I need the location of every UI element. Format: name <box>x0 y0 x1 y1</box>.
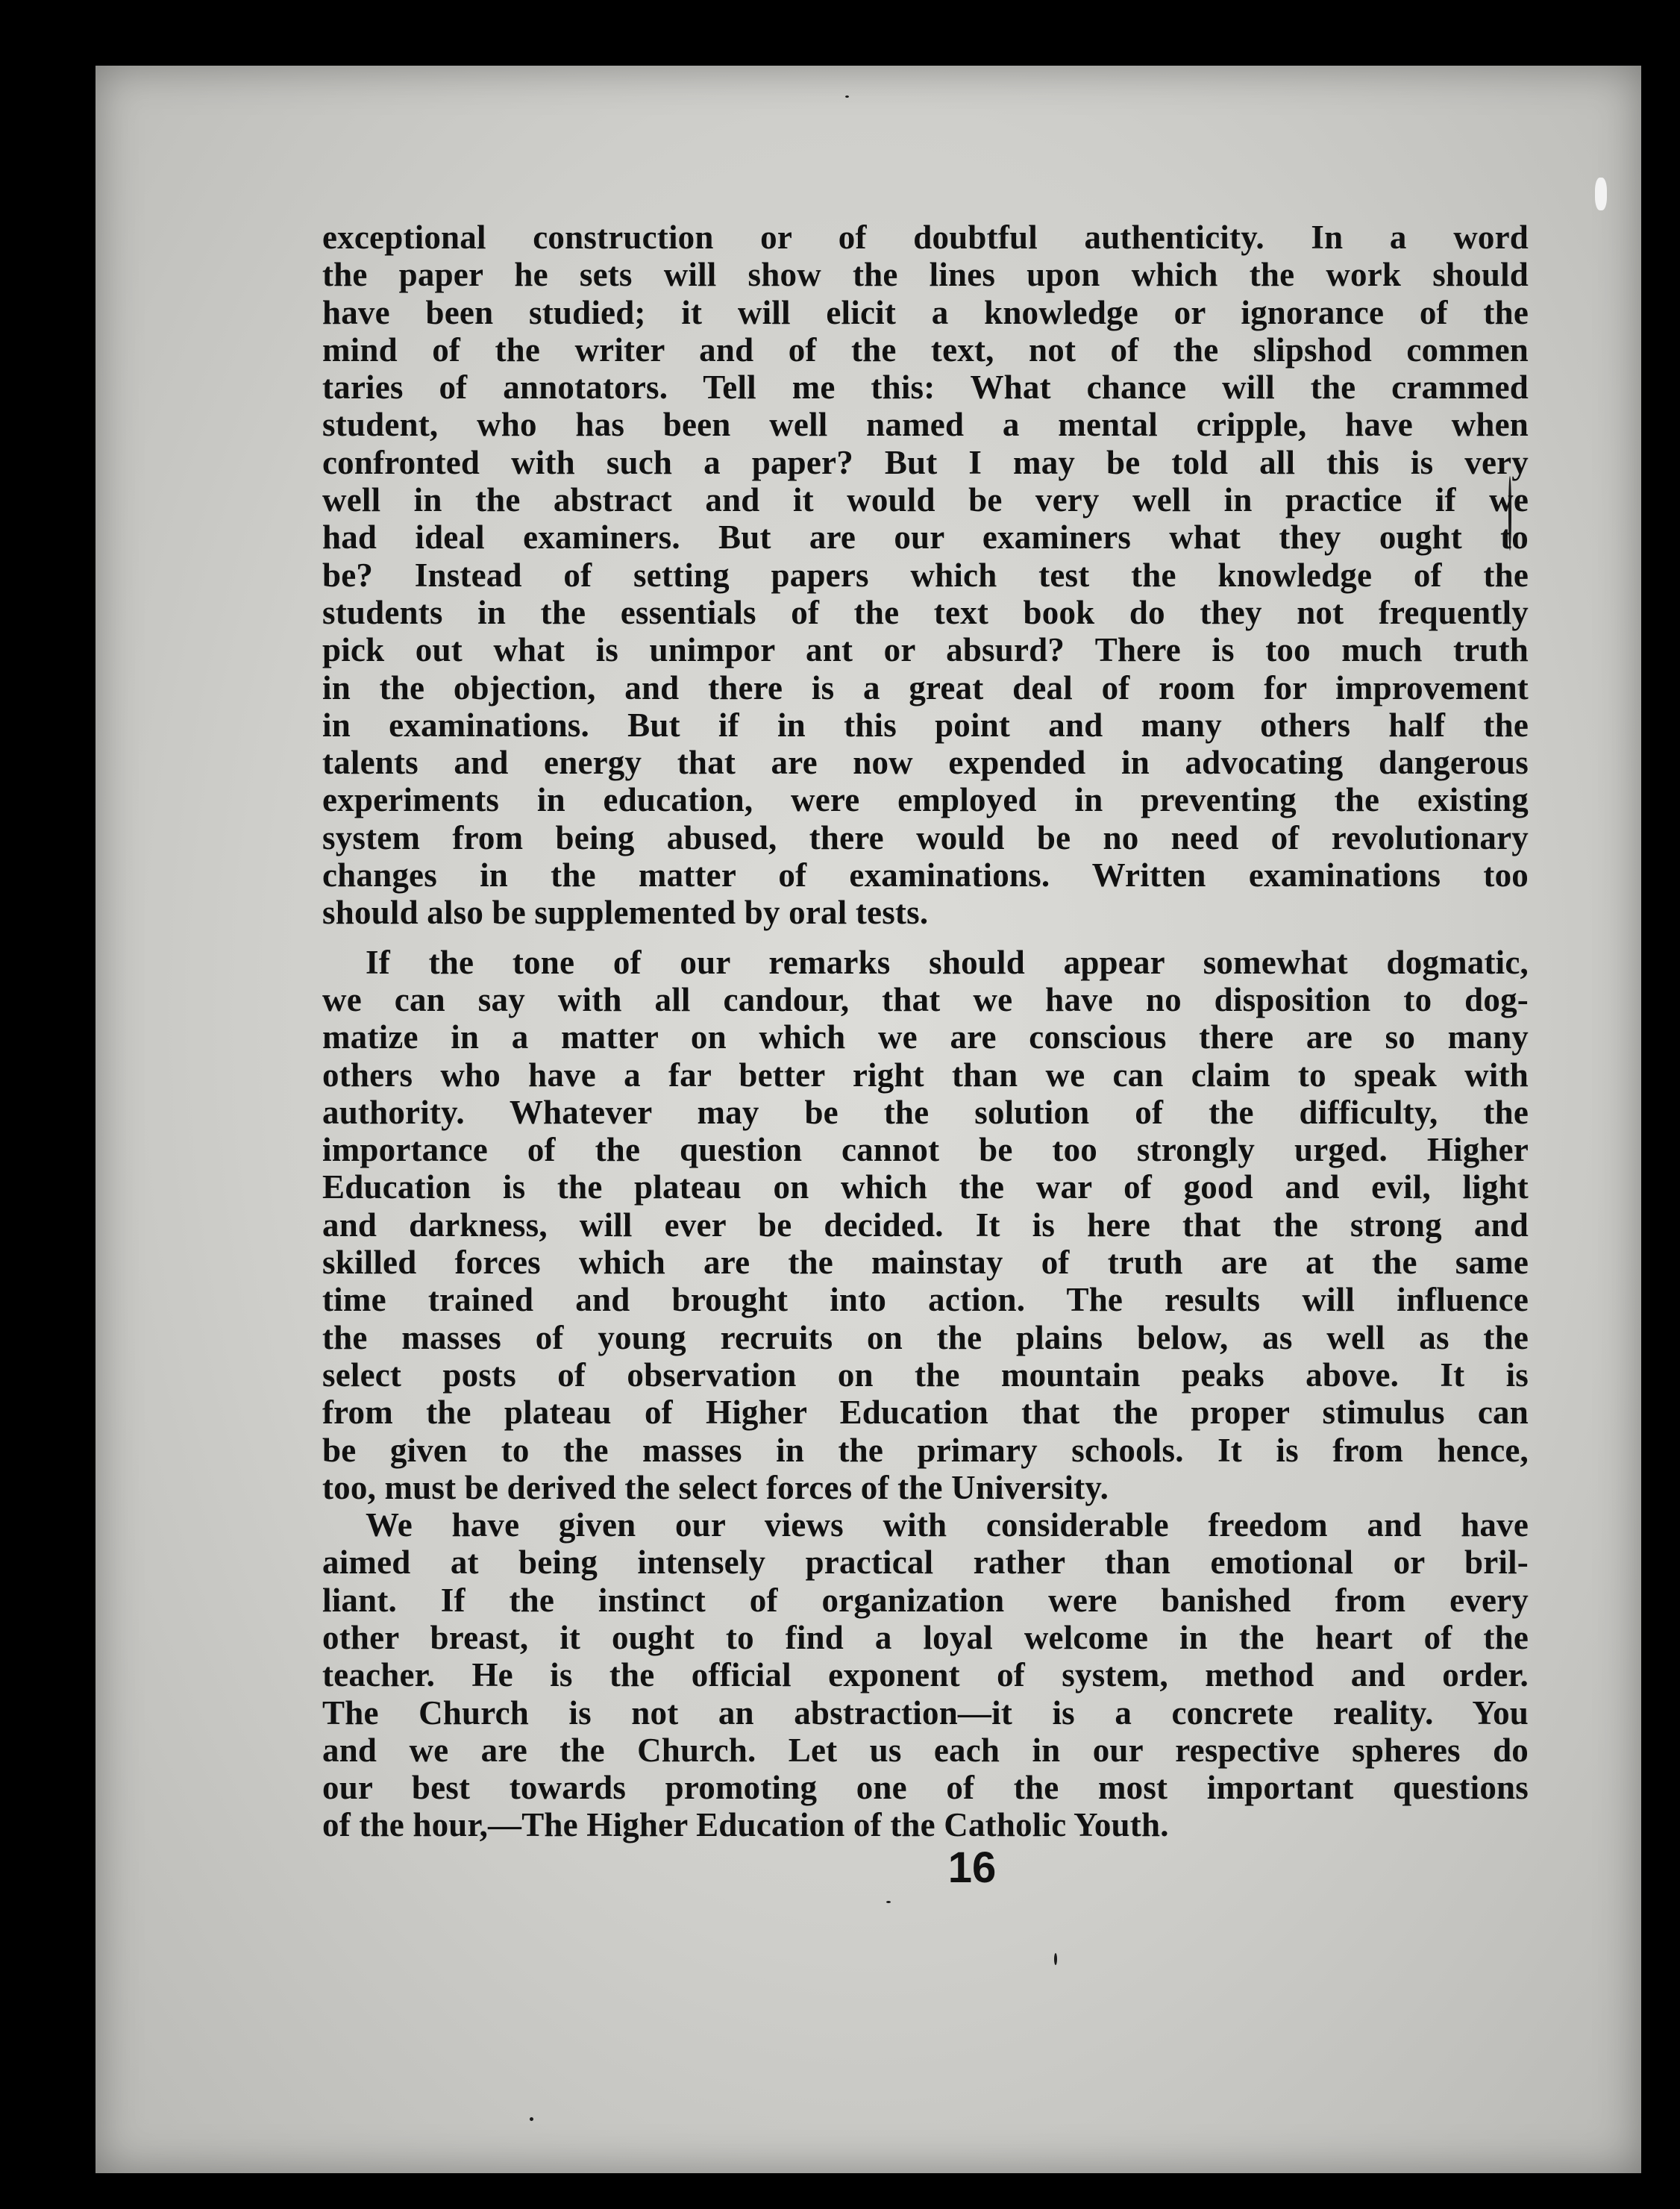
text-line: confronted with such a paper? But I may be told all this is very <box>322 443 1529 481</box>
text-line: changes in the matter of examinations. Written examinations too <box>322 856 1529 894</box>
text-line: of the hour,—The Higher Education of the Catholic Youth. <box>322 1806 1169 1844</box>
text-line: importance of the question cannot be too strongly urged. Higher <box>322 1131 1529 1169</box>
text-line: we can say with all candour, that we have no disposition to dog- <box>322 980 1529 1018</box>
paragraph-2 <box>322 944 1529 1506</box>
text-line: other breast, it ought to find a loyal welcome in the heart of the <box>322 1618 1529 1656</box>
dust-speck <box>845 95 849 98</box>
text-line: well in the abstract and it would be very well in practice if we <box>322 481 1529 519</box>
text-line: the masses of young recruits on the plains below, as well as the <box>322 1318 1529 1356</box>
text-line: from the plateau of Higher Education that the proper stimulus can <box>322 1394 1529 1432</box>
text-line: authority. Whatever may be the solution of the difficulty, the <box>322 1093 1529 1131</box>
text-line: had ideal examiners. But are our examiners what they ought to <box>322 518 1529 557</box>
text-line: select posts of observation on the mountain peaks above. It is <box>322 1356 1529 1394</box>
text-line: We have given our views with considerable freedom and have <box>366 1506 1529 1544</box>
text-line: talents and energy that are now expended in advocating dangerous <box>322 744 1529 782</box>
text-line: The Church is not an abstraction—it is a concrete reality. You <box>322 1693 1529 1732</box>
dust-speck <box>530 2117 533 2121</box>
text-line: others who have a far better right than we can claim to speak with <box>322 1056 1529 1094</box>
text-line: in the objection, and there is a great deal of room for improvement <box>322 668 1529 706</box>
text-line: Education is the plateau on which the war of good and evil, light <box>322 1168 1529 1206</box>
text-line: teacher. He is the official exponent of system, method and order. <box>322 1656 1529 1694</box>
text-line: be given to the masses in the primary schools. It is from hence, <box>322 1431 1529 1469</box>
text-line: too, must be derived the select forces of the University. <box>322 1468 1109 1506</box>
body-text <box>322 219 1529 1844</box>
paragraph-1 <box>322 219 1529 932</box>
text-line: system from being abused, there would be no need of revolutionary <box>322 818 1529 856</box>
text-line: in examinations. But if in this point and many others half the <box>322 706 1529 744</box>
text-line: pick out what is unimpor ant or absurd? There is too much truth <box>322 631 1529 669</box>
dust-speck <box>1054 1953 1057 1965</box>
text-line: time trained and brought into action. The results will influence <box>322 1281 1529 1319</box>
dust-speck <box>886 1901 891 1903</box>
text-line: liant. If the instinct of organization were banished from every <box>322 1581 1529 1619</box>
text-line: be? Instead of setting papers which test the knowledge of the <box>322 556 1529 594</box>
text-line: mind of the writer and of the text, not of the slipshod commen <box>322 330 1529 369</box>
text-line: have been studied; it will elicit a knowledge or ignorance of the <box>322 293 1529 331</box>
text-line: exceptional construction or of doubtful authenticity. In a word <box>322 219 1529 256</box>
scan-artifact <box>1595 178 1607 210</box>
text-line: skilled forces which are the mainstay of truth are at the same <box>322 1244 1529 1282</box>
text-line: our best towards promoting one of the most important questions <box>322 1769 1529 1807</box>
text-line: aimed at being intensely practical rather than emotional or bril- <box>322 1544 1529 1582</box>
text-line: and we are the Church. Let us each in our respective spheres do <box>322 1731 1529 1769</box>
text-line: matize in a matter on which we are conscious there are so many <box>322 1018 1529 1056</box>
text-line: and darkness, will ever be decided. It is here that the strong and <box>322 1206 1529 1244</box>
text-line: students in the essentials of the text book do they not frequently <box>322 593 1529 631</box>
page-number: 16 <box>947 1843 997 1892</box>
document-page <box>95 66 1641 2173</box>
text-line: taries of annotators. Tell me this: What chance will the crammed <box>322 369 1529 407</box>
text-line: student, who has been well named a mental cripple, have when <box>322 406 1529 444</box>
text-line: experiments in education, were employed in preventing the existing <box>322 781 1529 819</box>
text-line: the paper he sets will show the lines upon which the work should <box>322 256 1529 294</box>
text-line: If the tone of our remarks should appear somewhat dogmatic, <box>366 943 1529 981</box>
text-line: should also be supplemented by oral tests. <box>322 894 929 932</box>
paragraph-3 <box>322 1506 1529 1844</box>
